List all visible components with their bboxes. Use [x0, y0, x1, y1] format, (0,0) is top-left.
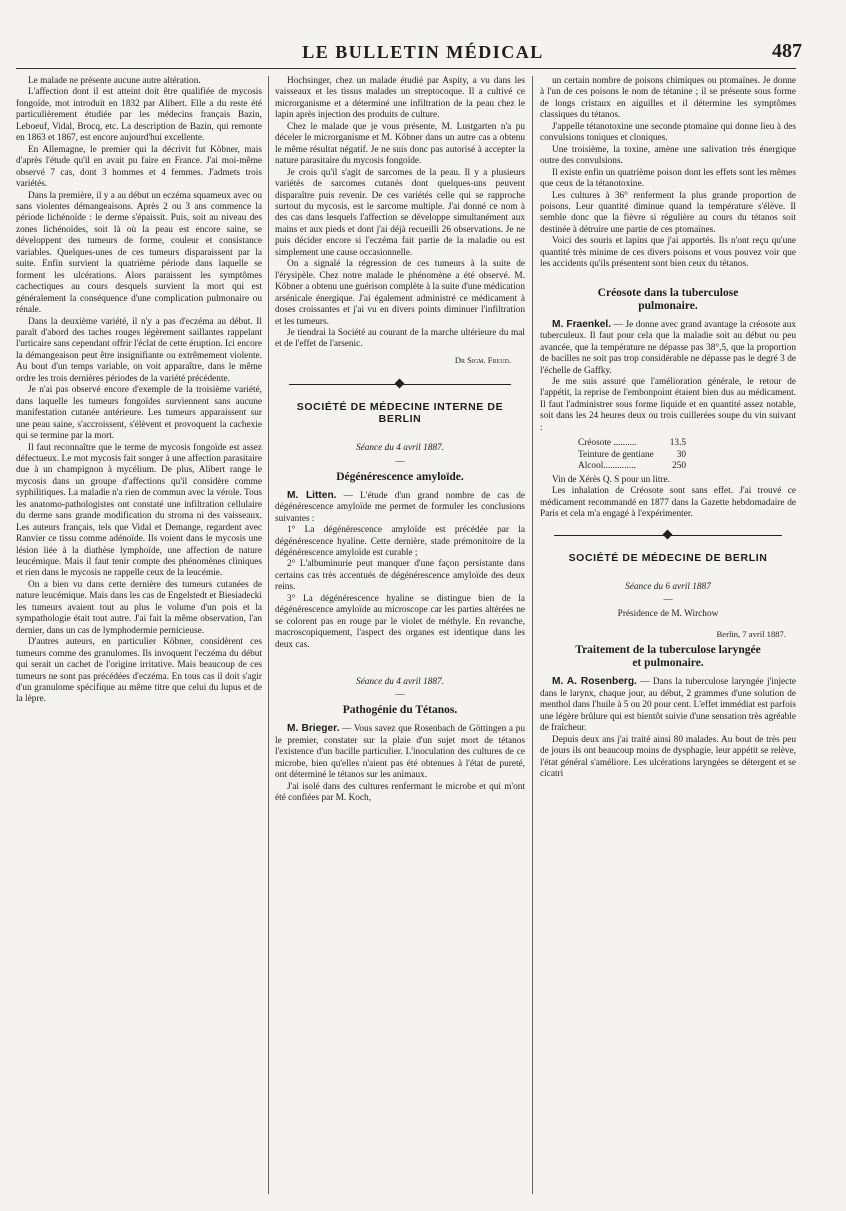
- recipe-ingredient: Créosote ..........: [578, 438, 637, 449]
- society-heading: SOCIÉTÉ DE MÉDECINE INTERNE DE BERLIN: [296, 401, 504, 425]
- paragraph: Je crois qu'il s'agit de sarcomes de la peau. Il y a plusieurs variétés de sarcomes cutanés dont quelques-uns peuvent disparaître puis revenir. De ces variétés celle qui se rapproche surtout du mycosis, est le sarcome multiple. J'ai donné ce nom à des cas dans lesquels l'affection se développe simultanément aux mains et aux pieds et dont j'ai déjà recueilli 26 observations. Je ne puis décider encore si l'eczéma fait partie de la maladie ou est simplement une cause occasionnelle.: [275, 167, 525, 258]
- paragraph: Dans la première, il y a au début un eczéma squameux avec ou sans violentes démangeaisons. Après 2 ou 3 ans commence la période lichénoïde : le derme s'épaissit. Puis, soit au niveau des zones lichénoïdes, soit là où la peau est encore saine, se développent des tumeurs de forme, couleur et consistance variables. Quelques-unes de ces tumeurs disparaissent par la suite. Enfin survient la quatrième période dans laquelle se forment les ulcérations. Alors paraissent les symptômes cachectiques au cours desquels survient la mort qui est généralement la conséquence d'une complication pulmonaire ou rénale.: [16, 190, 262, 316]
- paragraph: — Dans la tuberculose laryngée j'injecte dans le larynx, chaque jour, au début, 2 grammes d'une solution de menthol dans l'huile à 5 ou 20 pour cent. L'effet immédiat est parfois une légère brûlure qui est bientôt suivie d'une sensation très agréable de fraîcheur.: [540, 677, 796, 734]
- paragraph: Je tiendrai la Société au courant de la marche ultérieure du mal et de l'effet de l'arsenic.: [275, 327, 525, 350]
- recipe-table: [576, 438, 688, 473]
- speaker-name: M. A. Rosenberg.: [552, 676, 637, 688]
- paragraph: Il faut reconnaître que le terme de mycosis fongoïde est assez défectueux. Le mot mycosis fait songer à une affection parasitaire due à un champignon à mycélium. De plus, Alibert range le mycosis dans un groupe d'affections qu'il considère comme syphilitiques. La maladie n'a rien de commun avec la vérole. Tous les anatomo-pathologistes ont constaté une infiltration cellulaire du derme sans grande modification du stroma ni des vaisseaux. Les auteurs français, tels que Vidal et Demange, regardent avec Ranvier ce tissu comme adénoïde. Ils voient dans le mycosis une lésion liée à la diathèse lymphoïde, une affection de nature leucémique. Mais il faut tenir compte des phénomènes cliniques et rien dans le mycosis ne rappelle ceux de la leucémie.: [16, 442, 262, 579]
- paragraph: J'appelle tétanotoxine une seconde ptomaïne qui donne lieu à des convulsions toniques et cloniques.: [540, 121, 796, 144]
- article-title: Pathogénie du Tétanos.: [342, 704, 458, 717]
- section-ornament: [289, 378, 511, 392]
- article-title-line: Créosote dans la tuberculose: [597, 286, 739, 299]
- speaker-name: M. Litten.: [287, 489, 337, 501]
- paragraph: Dans la deuxième variété, il n'y a pas d'eczéma au début. Il paraît d'abord des taches rouges légèrement saillantes rappelant l'urticaire sans cependant offrir l'éclat de cette éruption. Ici encore la démangeaison peut être insignifiante ou extrêmement violente. Au bout d'un temps variable, on voit apparaître, dans le même ordre les trois dernières périodes de la variété précédente.: [16, 316, 262, 384]
- dash-separator: —: [663, 595, 673, 606]
- article-title: [540, 644, 796, 670]
- article-title-line: Traitement de la tuberculose laryngée: [575, 644, 761, 657]
- paragraph: Depuis deux ans j'ai traité ainsi 80 malades. Au bout de très peu de jours ils ont beaucoup moins de dysphagie, leur appétit se relève, l'état général s'améliore. Les ulcérations laryngées se détergent et se cicatri: [540, 734, 796, 779]
- paragraph: Vin de Xérès Q. S pour un litre.: [552, 474, 670, 485]
- paragraph: Voici des souris et lapins que j'ai apportés. Ils n'ont reçu qu'une quantité très minime de ces divers poisons et vous pouvez voir que les accidents qu'ils présentent sont bien ceux du tétanos.: [540, 236, 796, 270]
- paragraph: Le malade ne présente aucune autre altération.: [28, 76, 201, 86]
- column-3: [540, 76, 796, 1201]
- seance-date: Séance du 6 avril 1887: [625, 582, 711, 592]
- column-2: [275, 76, 525, 1201]
- paragraph: — Je donne avec grand avantage la créosote aux tuberculeux. Il faut pour cela que la maladie soit au début ou peu avancée, que la température ne dépasse pas 38°,5, que la proportion de bacilles ne soit pas trop considérable ne dépasse pas le degré 3 de l'échelle de Gaffky.: [540, 319, 796, 376]
- article-title-line: pulmonaire.: [638, 299, 698, 312]
- paragraph: 1° La dégénérescence amyloïde est précédée par la dégénérescence hyaline. Cette dernière, stade prémonitoire de la dégénérescence amyloïde est curable ;: [275, 525, 525, 558]
- paragraph: D'autres auteurs, en particulier Köbner, considèrent ces tumeurs comme des granulomes. Ils invoquent l'eczéma du début qui serait un cachet de l'origine irritative. Mais beaucoup de ces tumeurs ne sont pas précédées d'eczéma. En tous cas il doit s'agir d'un granulome spécifique au même titre que celui du lupus et de la lèpre.: [16, 637, 262, 705]
- paragraph: Chez le malade que je vous présente, M. Lustgarten n'a pu déceler le microrganisme et M. Köbner dans un autre cas a obtenu le même résultat négatif. Je ne suis donc pas autorisé à accepter la nature parasitaire du mycosis fongoïde.: [275, 121, 525, 167]
- paragraph: 2° L'albuminurie peut manquer d'une façon persistante dans certains cas très accentués de dégénérescence amyloïde des deux reins.: [275, 559, 525, 593]
- recipe-row: [576, 450, 688, 462]
- recipe-row: [576, 461, 688, 473]
- paragraph: Les inhalation de Créosote sont sans effet. J'ai trouvé ce médicament recommandé en 1877 dans la Gazette hebdomadaire de Paris et cela m'a engagé à l'expérimenter.: [540, 486, 796, 520]
- speaker-name: M. Brieger.: [287, 723, 340, 735]
- paragraph: Je me suis assuré que l'amélioration générale, le retour de l'appétit, la reprise de l'embonpoint étaient bien dus au médicament. Il faut l'administrer sous forme liquide et en quantité assez notable, soit dans les 24 heures deux ou trois cuillerées soupe du vin suivant :: [540, 376, 796, 433]
- column-1: [16, 76, 262, 1201]
- header-rule: [16, 68, 796, 69]
- dash-separator: —: [395, 690, 405, 701]
- paragraph: En Allemagne, le premier qui la décrivit fut Köbner, mais d'après l'étude qu'il en avait pu faire en France. J'ai moi-même observé 7 cas, dont 3 hommes et 4 femmes. J'admets trois variétés.: [16, 144, 262, 190]
- page-number: 487: [772, 40, 802, 62]
- paragraph: 3° La dégénérescence hyaline se distingue bien de la dégénérescence amyloïde au microscope car les parties altérées ne se colorent pas en rouge par le violet de méthyle. En revanche, macroscopiquement, l'aspect des organes est identique dans les deux cas.: [275, 593, 525, 650]
- society-heading: SOCIÉTÉ DE MÉDECINE DE BERLIN: [568, 551, 768, 564]
- column-divider-2: [532, 76, 533, 1194]
- column-divider-1: [268, 76, 269, 1194]
- article-title: Dégénérescence amyloïde.: [336, 470, 464, 483]
- journal-title: LE BULLETIN MÉDICAL: [302, 42, 544, 62]
- recipe-quantity: 30: [676, 449, 687, 460]
- section-ornament: [554, 529, 782, 543]
- recipe-row: [576, 438, 688, 450]
- paragraph: Les cultures à 36° renferment la plus grande proportion de poisons. Leur quantité diminue quand la température s'élève. Il semble donc que la fièvre si régulière au cours du tétanos soit destinée à détruire une partie de ces ptomaïnes.: [540, 190, 796, 235]
- paragraph: — Vous savez que Rosenbach de Göttingen a pu le premier, constater sur la plaie d'un sujet mort de tétanos l'existence d'un bacille particulier. L'inoculation des cultures de ce microbe, bien qu'elles n'aient pas été obtenues à l'état de pureté, ont déterminé le tétanos sur les animaux.: [275, 724, 525, 781]
- paragraph: Il existe enfin un quatrième poison dont les effets sont les mêmes que ceux de la tétanotoxine.: [540, 167, 796, 190]
- paragraph: On a bien vu dans cette dernière des tumeurs cutanées de nature leucémique. Mais dans les cas de Engelstedt et Biesiadecki les tumeurs avaient tout au plus le volume d'un pois et la sympathologie était tout autre. J'ai fait la même observation, l'an dernier, dans un cas de lymphodermie pernicieuse.: [16, 579, 262, 636]
- seance-date: Séance du 4 avril 1887.: [355, 443, 445, 454]
- paragraph: Hochsinger, chez un malade étudié par Aspity, a vu dans les vaisseaux et les tissus malades un streptocoque. Il a cultivé ce microrganisme et a déterminé une infiltration de la peau chez le lapin après injection des produits de culture.: [275, 76, 525, 121]
- paragraph: un certain nombre de poisons chimiques ou ptomaïnes. Je donne à l'un de ces poisons le nom de tétanine ; il se présente sous forme de longs cristaux en aiguilles et il détermine les symptômes classiques du tétanos.: [540, 76, 796, 121]
- article-title: [540, 287, 796, 313]
- paragraph: Je n'ai pas observé encore d'exemple de la troisième variété, dans laquelle les tumeurs fongoïdes surviennent sans aucune manifestation cutanée antérieure. Les tumeurs apparaissent sur une peau saine, s'accroissent, s'élèvent et provoquent la cachexie qui se termine par la mort.: [16, 385, 262, 442]
- recipe-ingredient: Alcool..............: [578, 461, 636, 472]
- paragraph: L'affection dont il est atteint doit être qualifiée de mycosis fongoïde, mot introduit en 1832 par Alibert. Elle a du reste été particulièrement étudiée par les médecins français Bazin, Leboeuf, Vidal, Brocq, etc. La description de Bazin, qui remonte en 1863 et 1867, est encore aujourd'hui excellente.: [16, 87, 262, 144]
- article-title-line: et pulmonaire.: [632, 657, 704, 670]
- paragraph: Une troisième, la toxine, amène une salivation très énergique outre des convulsions.: [540, 144, 796, 167]
- presidence: Présidence de M. Wirchow: [617, 609, 719, 620]
- paragraph: On a signalé la régression de ces tumeurs à la suite de l'érysipèle. Chez notre malade le phénomène a été observé. M. Köbner a obtenu une guérison complète à la suite d'une médication arsénicale énergique. J'ai également administré ce médicament à doses croissantes et j'ai vu en divers points diminuer l'infiltration et les tumeurs.: [275, 259, 525, 327]
- paragraph: — L'étude d'un grand nombre de cas de dégénérescence amyloïde me permet de formuler les conclusions suivantes :: [275, 490, 525, 524]
- recipe-quantity: 250: [672, 461, 687, 472]
- signature: Dr Sigm. Freud.: [454, 354, 511, 365]
- paragraph: J'ai isolé dans des cultures renfermant le microbe et qui m'ont été confiées par M. Koch,: [275, 781, 525, 804]
- page-header: [16, 38, 830, 68]
- recipe-ingredient: Teinture de gentiane: [578, 449, 654, 460]
- recipe-quantity: 13.5: [669, 438, 687, 449]
- seance-date: Séance du 4 avril 1887.: [355, 677, 445, 688]
- speaker-name: M. Fraenkel.: [552, 318, 612, 330]
- dash-separator: —: [395, 456, 405, 467]
- dateline: Berlin, 7 avril 1887.: [716, 628, 786, 639]
